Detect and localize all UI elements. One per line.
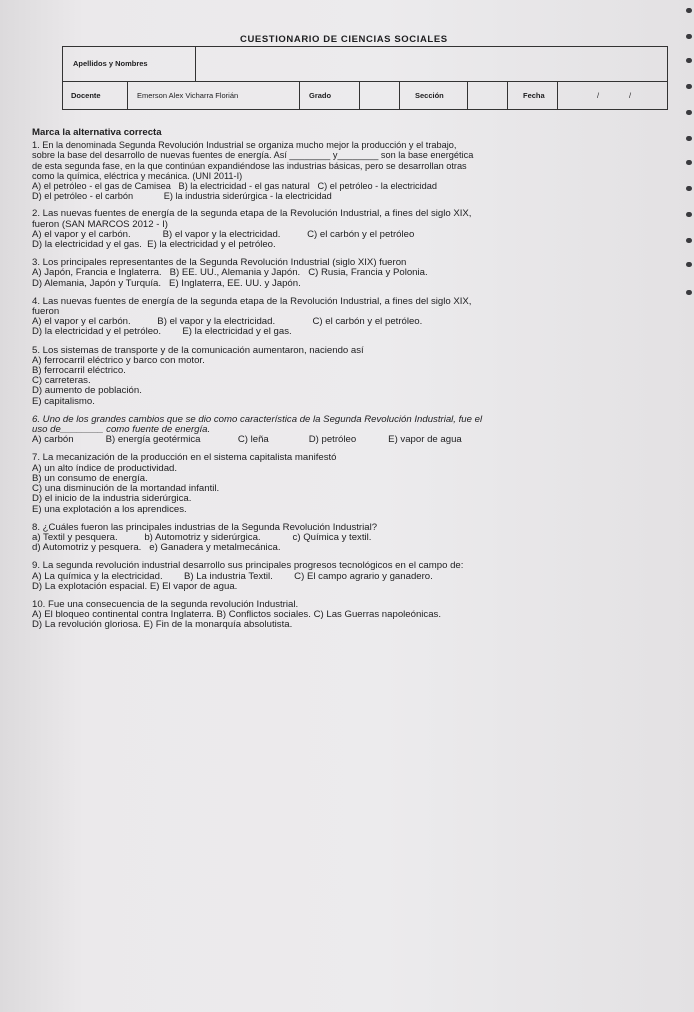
answer-option[interactable]: C) carreteras. [32,375,91,387]
answer-option[interactable]: A) El bloqueo continental contra Inglaterra. B) Conflictos sociales. C) Las Guerras napoleónicas. [32,609,442,621]
question-stem: fueron (SAN MARCOS 2012 - I) [32,218,168,230]
answer-option[interactable]: D) La revolución gloriosa. E) Fin de la monarquía absolutista. [32,619,293,631]
answer-option[interactable]: B) ferrocarril eléctrico. [32,365,126,377]
question-stem: 10. Fue una consecuencia de la segunda revolución Industrial. [32,598,299,610]
question-9 [32,561,692,592]
answer-option[interactable]: A) carbón B) energía geotérmica C) leña D) petróleo E) vapor de agua [32,434,462,446]
date-separator: / [597,91,600,100]
question-stem: 2. Las nuevas fuentes de energía de la segunda etapa de la Revolución Industrial, a fines del siglo XIX, [32,208,472,220]
name-field[interactable] [195,47,196,81]
name-row [63,47,667,82]
question-stem: 6. Uno de los grandes cambios que se dio como característica de la Segunda Revolución Industrial, fue el [32,413,483,425]
answer-option[interactable]: D) el inicio de la industria siderúrgica. [32,493,192,505]
grade-label: Grado [309,91,332,100]
answer-option[interactable]: A) un alto índice de productividad. [32,462,178,474]
answer-option[interactable]: D) la electricidad y el gas. E) la electricidad y el petróleo. [32,239,276,251]
question-stem: 9. La segunda revolución industrial desarrollo sus principales progresos tecnológicos en el campo de: [32,560,464,572]
answer-option[interactable]: A) La química y la electricidad. B) La industria Textil. C) El campo agrario y ganadero. [32,570,433,582]
answer-option[interactable]: A) el vapor y el carbón. B) el vapor y la electricidad. C) el carbón y el petróleo. [32,316,423,328]
question-stem: 3. Los principales representantes de la Segunda Revolución Industrial (siglo XIX) fueron [32,257,407,269]
teacher-label: Docente [71,91,101,100]
question-stem: de esta segunda fase, en la que continúan expandiéndose las industrias básicas, pero se desarrollan otras [32,160,467,171]
question-8 [32,523,692,554]
answer-option[interactable]: A) el vapor y el carbón. B) el vapor y la electricidad. C) el carbón y el petróleo [32,228,415,240]
questions-section [32,128,692,639]
question-stem: sobre la base del desarrollo de nuevas fuentes de energía. Así ________ y________ son la base energética [32,150,474,161]
answer-option[interactable]: C) una disminución de la mortandad infantil. [32,483,220,495]
question-5 [32,346,692,407]
answer-option[interactable]: D) Alemania, Japón y Turquía. E) Inglaterra, EE. UU. y Japón. [32,277,301,289]
question-stem: 1. En la denominada Segunda Revolución Industrial se organiza mucho mejor la producción y el trabajo, [32,140,457,151]
answer-option[interactable]: A) el petróleo - el gas de Camisea B) la electricidad - el gas natural C) el petróleo - la electricidad [32,181,437,192]
answer-option[interactable]: E) capitalismo. [32,395,95,407]
name-label: Apellidos y Nombres [73,59,148,68]
question-2 [32,209,692,250]
question-4 [32,297,692,338]
answer-option[interactable]: a) Textil y pesquera. b) Automotriz y siderúrgica. c) Química y textil. [32,531,372,543]
question-7 [32,453,692,514]
question-6 [32,415,692,446]
student-info-table [62,46,668,110]
date-label: Fecha [523,91,545,100]
question-10 [32,600,692,631]
instruction: Marca la alternativa correcta [32,127,162,138]
answer-option[interactable]: d) Automotriz y pesquera. e) Ganadera y metalmecánica. [32,542,281,554]
question-stem: uso de________ como fuente de energía. [32,424,211,436]
question-stem: 7. La mecanización de la producción en el sistema capitalista manifestó [32,452,337,464]
question-stem: fueron [32,306,60,318]
answer-option[interactable]: D) el petróleo - el carbón E) la industria siderúrgica - la electricidad [32,191,332,202]
question-3 [32,258,692,289]
question-stem: 4. Las nuevas fuentes de energía de la segunda etapa de la Revolución Industrial, a fines del siglo XIX, [32,295,472,307]
answer-option[interactable]: B) un consumo de energía. [32,472,148,484]
section-label: Sección [415,91,444,100]
date-separator: / [629,91,632,100]
page-title: CUESTIONARIO DE CIENCIAS SOCIALES [240,34,448,45]
answer-option[interactable]: E) una explotación a los aprendices. [32,503,187,515]
question-stem: como la química, eléctrica y mecánica. (UNI 2011-I) [32,170,243,181]
question-1 [32,140,692,201]
answer-option[interactable]: A) ferrocarril eléctrico y barco con motor. [32,354,205,366]
answer-option[interactable]: D) aumento de población. [32,385,142,397]
answer-option[interactable]: A) Japón, Francia e Inglaterra. B) EE. UU., Alemania y Japón. C) Rusia, Francia y Polonia. [32,267,428,279]
answer-option[interactable]: D) la electricidad y el petróleo. E) la electricidad y el gas. [32,326,292,338]
question-stem: 5. Los sistemas de transporte y de la comunicación aumentaron, naciendo así [32,344,364,356]
teacher-name: Emerson Alex Vicharra Florián [137,91,239,100]
question-stem: 8. ¿Cuáles fueron las principales industrias de la Segunda Revolución Industrial? [32,521,378,533]
answer-option[interactable]: D) La explotación espacial. E) El vapor de agua. [32,580,238,592]
